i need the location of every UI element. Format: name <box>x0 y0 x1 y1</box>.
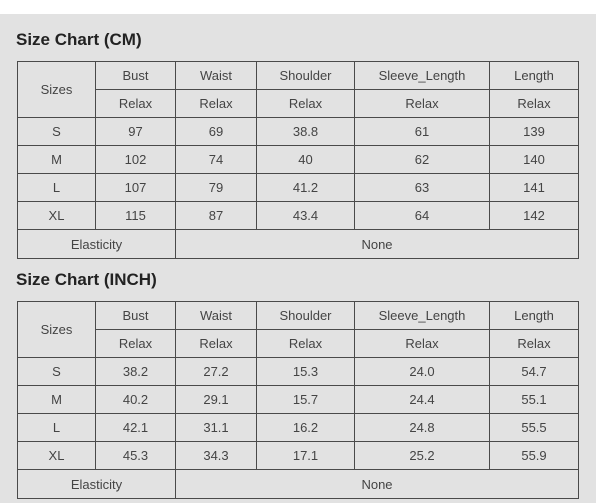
table-cell: 40.2 <box>96 386 176 414</box>
header-row <box>18 62 579 90</box>
table-cell: 63 <box>355 174 490 202</box>
size-chart-cm-table <box>17 61 579 259</box>
table-cell: 15.3 <box>257 358 355 386</box>
table-cell: 55.5 <box>490 414 579 442</box>
header-length: Length <box>490 302 579 330</box>
table-cell: 40 <box>257 146 355 174</box>
table-cell: 61 <box>355 118 490 146</box>
subheader-cell: Relax <box>96 330 176 358</box>
table-cell: 38.2 <box>96 358 176 386</box>
table-cell: 102 <box>96 146 176 174</box>
table-cell: 107 <box>96 174 176 202</box>
table-cell: 27.2 <box>176 358 257 386</box>
table-cell: 38.8 <box>257 118 355 146</box>
table-cell: 45.3 <box>96 442 176 470</box>
header-shoulder: Shoulder <box>257 62 355 90</box>
table-cell: 55.9 <box>490 442 579 470</box>
header-bust: Bust <box>96 62 176 90</box>
table-row <box>18 146 579 174</box>
table-row <box>18 358 579 386</box>
table-cell: 24.8 <box>355 414 490 442</box>
size-label: L <box>18 174 96 202</box>
subheader-cell: Relax <box>257 330 355 358</box>
size-label: S <box>18 118 96 146</box>
sizes-header: Sizes <box>18 302 96 358</box>
subheader-cell: Relax <box>355 330 490 358</box>
header-bust: Bust <box>96 302 176 330</box>
table-cell: 74 <box>176 146 257 174</box>
subheader-row <box>18 330 579 358</box>
subheader-cell: Relax <box>176 330 257 358</box>
elasticity-value: None <box>176 470 579 499</box>
elasticity-row <box>18 230 579 259</box>
size-chart-cm-title: Size Chart (CM) <box>16 30 142 49</box>
table-cell: 24.0 <box>355 358 490 386</box>
table-cell: 69 <box>176 118 257 146</box>
size-chart-inch-table <box>17 301 579 499</box>
table-cell: 15.7 <box>257 386 355 414</box>
header-row <box>18 302 579 330</box>
table-cell: 16.2 <box>257 414 355 442</box>
table-row <box>18 386 579 414</box>
size-label: M <box>18 386 96 414</box>
table-cell: 34.3 <box>176 442 257 470</box>
size-label: L <box>18 414 96 442</box>
elasticity-label: Elasticity <box>18 230 176 259</box>
table-cell: 31.1 <box>176 414 257 442</box>
header-sleeve-length: Sleeve_Length <box>355 302 490 330</box>
table-cell: 142 <box>490 202 579 230</box>
size-chart-inch-title: Size Chart (INCH) <box>16 270 157 289</box>
table-cell: 17.1 <box>257 442 355 470</box>
table-cell: 54.7 <box>490 358 579 386</box>
table-cell: 64 <box>355 202 490 230</box>
table-row <box>18 442 579 470</box>
size-label: S <box>18 358 96 386</box>
table-row <box>18 202 579 230</box>
subheader-cell: Relax <box>176 90 257 118</box>
size-label: M <box>18 146 96 174</box>
size-label: XL <box>18 442 96 470</box>
subheader-cell: Relax <box>490 330 579 358</box>
header-waist: Waist <box>176 62 257 90</box>
table-cell: 139 <box>490 118 579 146</box>
table-cell: 41.2 <box>257 174 355 202</box>
table-cell: 97 <box>96 118 176 146</box>
table-cell: 79 <box>176 174 257 202</box>
table-cell: 115 <box>96 202 176 230</box>
header-waist: Waist <box>176 302 257 330</box>
elasticity-value: None <box>176 230 579 259</box>
header-sleeve-length: Sleeve_Length <box>355 62 490 90</box>
header-length: Length <box>490 62 579 90</box>
table-cell: 43.4 <box>257 202 355 230</box>
size-label: XL <box>18 202 96 230</box>
subheader-cell: Relax <box>490 90 579 118</box>
subheader-cell: Relax <box>96 90 176 118</box>
table-cell: 87 <box>176 202 257 230</box>
subheader-row <box>18 90 579 118</box>
table-row <box>18 414 579 442</box>
table-row <box>18 118 579 146</box>
table-cell: 55.1 <box>490 386 579 414</box>
subheader-cell: Relax <box>355 90 490 118</box>
table-cell: 42.1 <box>96 414 176 442</box>
table-cell: 24.4 <box>355 386 490 414</box>
subheader-cell: Relax <box>257 90 355 118</box>
table-cell: 141 <box>490 174 579 202</box>
table-row <box>18 174 579 202</box>
table-cell: 140 <box>490 146 579 174</box>
elasticity-label: Elasticity <box>18 470 176 499</box>
sizes-header: Sizes <box>18 62 96 118</box>
header-shoulder: Shoulder <box>257 302 355 330</box>
elasticity-row <box>18 470 579 499</box>
table-cell: 62 <box>355 146 490 174</box>
table-cell: 29.1 <box>176 386 257 414</box>
size-chart-panel <box>0 14 596 503</box>
table-cell: 25.2 <box>355 442 490 470</box>
